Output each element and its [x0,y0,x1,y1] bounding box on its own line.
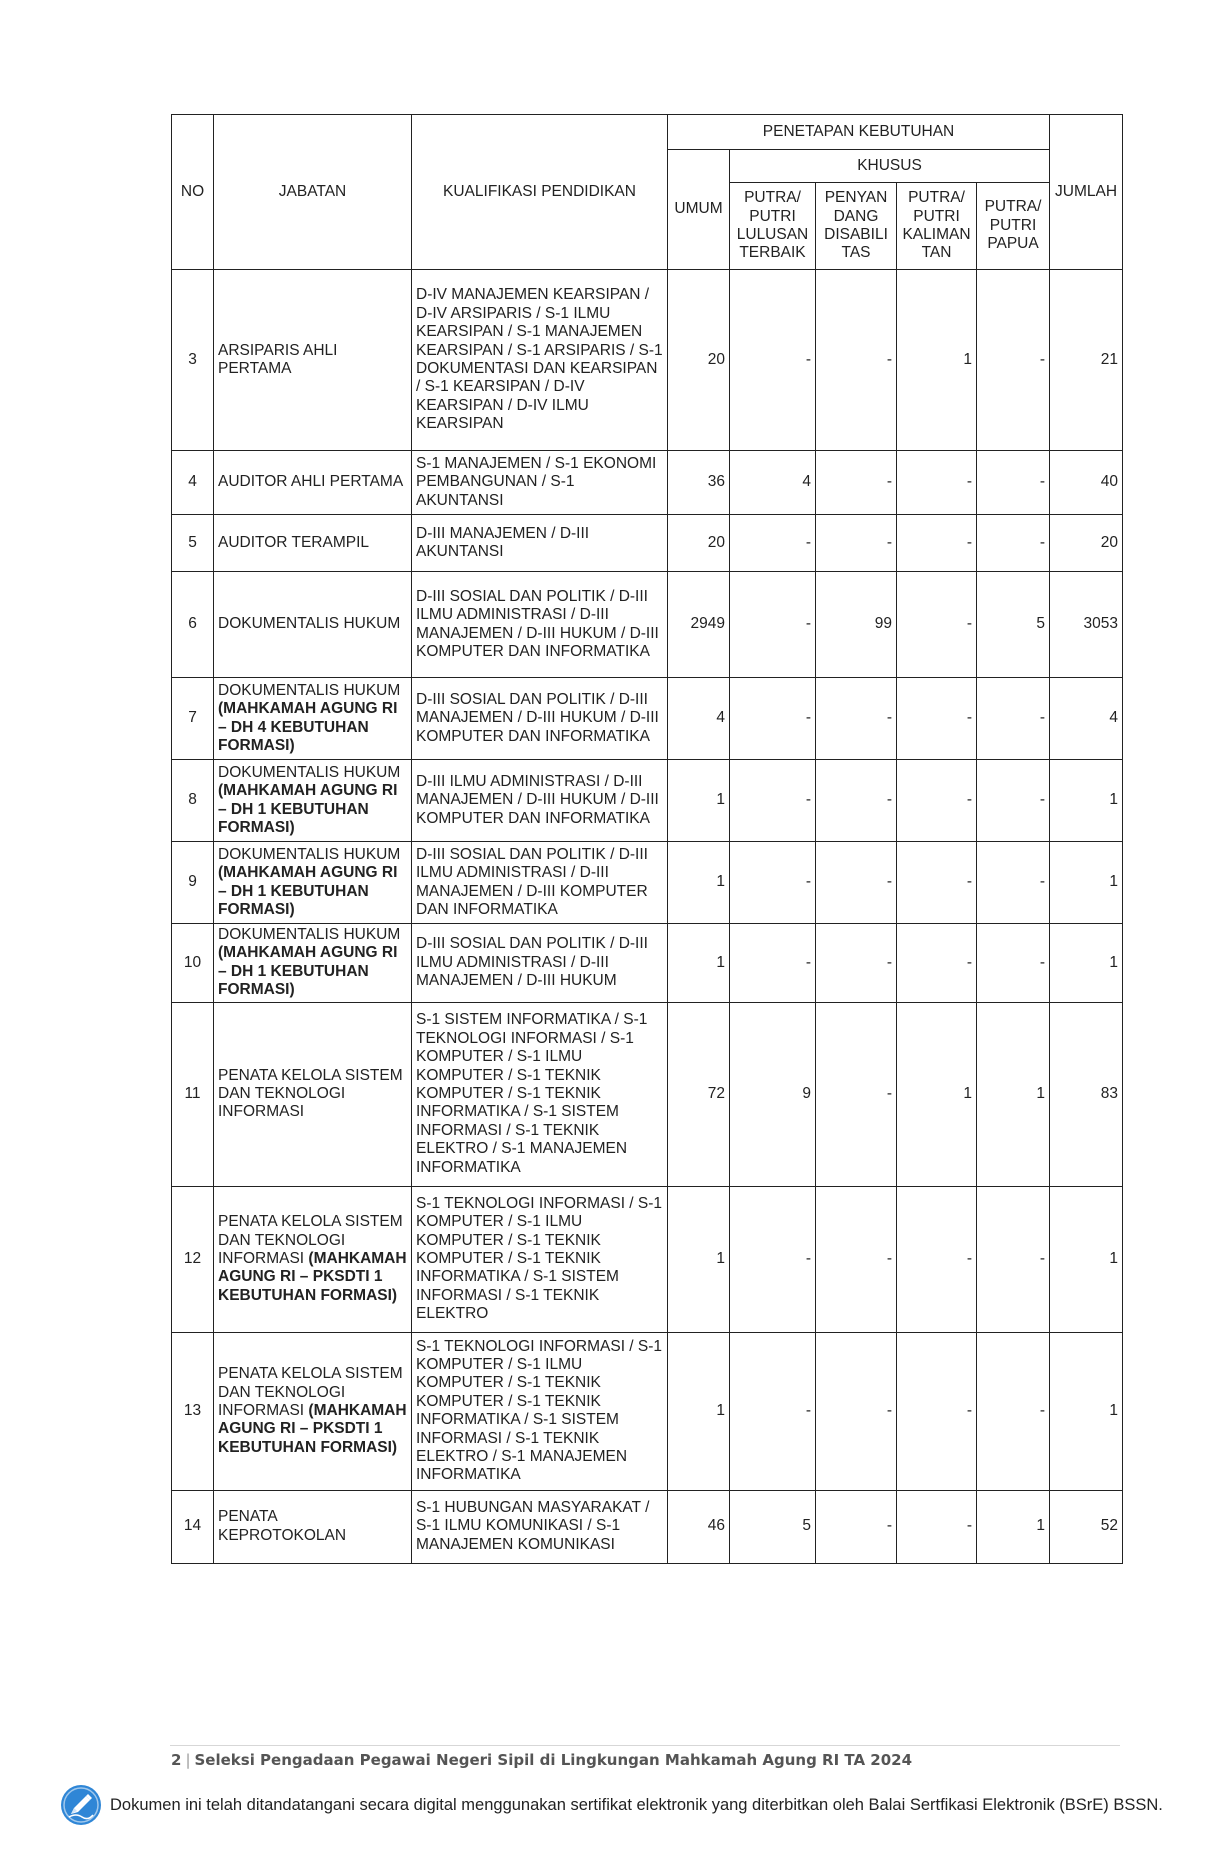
jabatan-text: PENATA KELOLA SISTEM DAN TEKNOLOGI INFORMASI [218,1365,403,1419]
cell-kalimantan: - [897,515,977,572]
cell-kalimantan: - [897,1490,977,1563]
cell-disabilitas: - [816,451,897,515]
jabatan-note: (MAHKAMAH AGUNG RI – PKSDTI 1 KEBUTUHAN FORMASI) [218,1401,407,1456]
cell-jumlah: 1 [1050,1186,1123,1332]
table-row [172,515,1123,572]
jabatan-note: (MAHKAMAH AGUNG RI – DH 1 KEBUTUHAN FORMASI) [218,864,398,918]
jabatan-text: PENATA KEPROTOKOLAN [218,1508,347,1544]
table-row [172,270,1123,451]
cell-umum: 20 [668,270,730,451]
jabatan-text: DOKUMENTALIS HUKUM [218,763,401,781]
cell-disabilitas: - [816,1490,897,1563]
cell-no: 7 [172,678,214,760]
cell-kalimantan: - [897,451,977,515]
cell-papua: - [977,515,1050,572]
cell-lulusan-terbaik: - [730,924,816,1003]
cell-jumlah: 3053 [1050,572,1123,678]
cell-jumlah: 1 [1050,1332,1123,1490]
cell-jabatan [214,1186,412,1332]
cell-jabatan [214,1002,412,1186]
cell-kualifikasi: D-III SOSIAL DAN POLITIK / D-III ILMU ADMINISTRASI / D-III MANAJEMEN / D-III HUKUM / D-III KOMPUTER DAN INFORMATIKA [412,572,668,678]
cell-disabilitas: - [816,270,897,451]
cell-kualifikasi: S-1 TEKNOLOGI INFORMASI / S-1 KOMPUTER / S-1 ILMU KOMPUTER / S-1 TEKNIK KOMPUTER / S-1 TEKNIK INFORMATIKA / S-1 SISTEM INFORMASI / S-1 TEKNIK ELEKTRO / S-1 MANAJEMEN INFORMATIKA [412,1332,668,1490]
jabatan-text: ARSIPARIS AHLI PERTAMA [218,341,338,377]
cell-jabatan [214,451,412,515]
cell-kualifikasi: S-1 TEKNOLOGI INFORMASI / S-1 KOMPUTER / S-1 ILMU KOMPUTER / S-1 TEKNIK KOMPUTER / S-1 TEKNIK INFORMATIKA / S-1 SISTEM INFORMASI / S-1 TEKNIK ELEKTRO [412,1186,668,1332]
header-putra-papua: PUTRA/ PUTRI PAPUA [977,183,1050,270]
cell-kualifikasi: D-III SOSIAL DAN POLITIK / D-III MANAJEMEN / D-III HUKUM / D-III KOMPUTER DAN INFORMATIKA [412,678,668,760]
cell-disabilitas: - [816,678,897,760]
cell-lulusan-terbaik: - [730,842,816,924]
cell-no: 13 [172,1332,214,1490]
table-row [172,1332,1123,1490]
table-body [172,270,1123,1564]
cell-jumlah: 20 [1050,515,1123,572]
jabatan-note: (MAHKAMAH AGUNG RI – DH 1 KEBUTUHAN FORMASI) [218,944,398,999]
cell-umum: 1 [668,760,730,842]
cell-no: 12 [172,1186,214,1332]
table-row [172,678,1123,760]
formasi-table [171,114,1123,1564]
cell-umum: 36 [668,451,730,515]
jabatan-text: AUDITOR TERAMPIL [218,533,370,551]
table-row [172,1002,1123,1186]
cell-disabilitas: - [816,924,897,1003]
digital-signature-note: Dokumen ini telah ditandatangani secara digital menggunakan sertifikat elektronik yang diterbitkan oleh Balai Sertfikasi Elektronik (BSrE) BSSN. [110,1796,1163,1814]
table-row [172,572,1123,678]
cell-umum: 1 [668,1332,730,1490]
cell-disabilitas: - [816,842,897,924]
cell-disabilitas: - [816,1186,897,1332]
cell-kualifikasi: S-1 HUBUNGAN MASYARAKAT / S-1 ILMU KOMUNIKASI / S-1 MANAJEMEN KOMUNIKASI [412,1490,668,1563]
cell-papua: - [977,924,1050,1003]
cell-no: 5 [172,515,214,572]
jabatan-note: (MAHKAMAH AGUNG RI – DH 1 KEBUTUHAN FORMASI) [218,782,398,836]
header-putra-kalimantan: PUTRA/ PUTRI KALIMAN TAN [897,183,977,270]
cell-kualifikasi: D-III MANAJEMEN / D-III AKUNTANSI [412,515,668,572]
header-putra-lulusan: PUTRA/ PUTRI LULUSAN TERBAIK [730,183,816,270]
cell-no: 6 [172,572,214,678]
table-row [172,842,1123,924]
cell-papua: - [977,270,1050,451]
cell-lulusan-terbaik: - [730,572,816,678]
cell-kualifikasi: D-III SOSIAL DAN POLITIK / D-III ILMU ADMINISTRASI / D-III MANAJEMEN / D-III HUKUM [412,924,668,1003]
cell-jumlah: 52 [1050,1490,1123,1563]
page-number: 2 [171,1751,182,1769]
cell-kualifikasi: D-III ILMU ADMINISTRASI / D-III MANAJEMEN / D-III HUKUM / D-III KOMPUTER DAN INFORMATIKA [412,760,668,842]
footer-separator: | [185,1751,191,1769]
cell-disabilitas: 99 [816,572,897,678]
cell-papua: - [977,678,1050,760]
table-header [172,115,1123,270]
cell-jabatan [214,1332,412,1490]
jabatan-text: PENATA KELOLA SISTEM DAN TEKNOLOGI INFORMASI [218,1213,403,1267]
cell-kalimantan: - [897,1186,977,1332]
cell-lulusan-terbaik: - [730,515,816,572]
table-row [172,1490,1123,1563]
jabatan-text: DOKUMENTALIS HUKUM [218,615,401,633]
cell-jumlah: 1 [1050,842,1123,924]
cell-kualifikasi: D-III SOSIAL DAN POLITIK / D-III ILMU ADMINISTRASI / D-III MANAJEMEN / D-III KOMPUTER DAN INFORMATIKA [412,842,668,924]
cell-kualifikasi: S-1 SISTEM INFORMATIKA / S-1 TEKNOLOGI INFORMASI / S-1 KOMPUTER / S-1 ILMU KOMPUTER / S-1 TEKNIK KOMPUTER / S-1 TEKNIK INFORMATIKA / S-1 SISTEM INFORMASI / S-1 TEKNIK ELEKTRO / S-1 MANAJEMEN INFORMATIKA [412,1002,668,1186]
cell-jabatan [214,515,412,572]
bsre-pen-icon [60,1784,102,1826]
cell-umum: 20 [668,515,730,572]
cell-papua: - [977,1186,1050,1332]
cell-umum: 2949 [668,572,730,678]
cell-lulusan-terbaik: - [730,1186,816,1332]
cell-jabatan [214,572,412,678]
cell-lulusan-terbaik: - [730,270,816,451]
cell-umum: 72 [668,1002,730,1186]
cell-papua: - [977,842,1050,924]
cell-papua: 1 [977,1002,1050,1186]
cell-kalimantan: - [897,1332,977,1490]
header-umum: UMUM [668,150,730,270]
header-kualifikasi: KUALIFIKASI PENDIDIKAN [412,115,668,270]
cell-no: 4 [172,451,214,515]
cell-kalimantan: - [897,842,977,924]
jabatan-text: DOKUMENTALIS HUKUM [218,681,401,699]
cell-lulusan-terbaik: - [730,1332,816,1490]
cell-no: 3 [172,270,214,451]
cell-jumlah: 40 [1050,451,1123,515]
table-row [172,1186,1123,1332]
header-khusus: KHUSUS [730,150,1050,183]
cell-jabatan [214,760,412,842]
cell-jabatan [214,842,412,924]
cell-papua: - [977,1332,1050,1490]
cell-lulusan-terbaik: 4 [730,451,816,515]
cell-disabilitas: - [816,515,897,572]
footer-divider [170,1745,1120,1746]
cell-jumlah: 21 [1050,270,1123,451]
cell-jumlah: 1 [1050,760,1123,842]
cell-papua: 5 [977,572,1050,678]
header-jabatan: JABATAN [214,115,412,270]
header-no: NO [172,115,214,270]
cell-kalimantan: - [897,924,977,1003]
header-penetapan: PENETAPAN KEBUTUHAN [668,115,1050,150]
cell-kalimantan: - [897,572,977,678]
cell-papua: - [977,451,1050,515]
cell-jabatan [214,924,412,1003]
jabatan-text: AUDITOR AHLI PERTAMA [218,473,404,491]
cell-kalimantan: - [897,678,977,760]
cell-jabatan [214,270,412,451]
cell-umum: 4 [668,678,730,760]
table-row [172,924,1123,1003]
cell-umum: 1 [668,842,730,924]
cell-no: 14 [172,1490,214,1563]
cell-jumlah: 4 [1050,678,1123,760]
cell-jumlah: 83 [1050,1002,1123,1186]
header-penyandang: PENYAN DANG DISABILI TAS [816,183,897,270]
cell-papua: 1 [977,1490,1050,1563]
cell-lulusan-terbaik: - [730,760,816,842]
page-footer [171,1751,912,1769]
cell-no: 11 [172,1002,214,1186]
cell-lulusan-terbaik: 9 [730,1002,816,1186]
cell-umum: 1 [668,1186,730,1332]
cell-kualifikasi: S-1 MANAJEMEN / S-1 EKONOMI PEMBANGUNAN / S-1 AKUNTANSI [412,451,668,515]
cell-lulusan-terbaik: 5 [730,1490,816,1563]
cell-umum: 1 [668,924,730,1003]
cell-jabatan [214,678,412,760]
table-row [172,760,1123,842]
cell-jabatan [214,1490,412,1563]
cell-disabilitas: - [816,1332,897,1490]
jabatan-text: DOKUMENTALIS HUKUM [218,845,401,863]
cell-kalimantan: 1 [897,270,977,451]
cell-jumlah: 1 [1050,924,1123,1003]
header-jumlah: JUMLAH [1050,115,1123,270]
cell-disabilitas: - [816,760,897,842]
jabatan-text: PENATA KELOLA SISTEM DAN TEKNOLOGI INFORMASI [218,1066,403,1121]
jabatan-text: DOKUMENTALIS HUKUM [218,926,401,943]
cell-kalimantan: - [897,760,977,842]
table-row [172,451,1123,515]
cell-umum: 46 [668,1490,730,1563]
cell-no: 9 [172,842,214,924]
cell-no: 10 [172,924,214,1003]
footer-title: Seleksi Pengadaan Pegawai Negeri Sipil di Lingkungan Mahkamah Agung RI TA 2024 [194,1751,913,1769]
jabatan-note: (MAHKAMAH AGUNG RI – PKSDTI 1 KEBUTUHAN FORMASI) [218,1249,407,1304]
cell-kualifikasi: D-IV MANAJEMEN KEARSIPAN / D-IV ARSIPARIS / S-1 ILMU KEARSIPAN / S-1 MANAJEMEN KEARSIPAN / S-1 ARSIPARIS / S-1 DOKUMENTASI DAN KEARSIPAN / S-1 KEARSIPAN / D-IV KEARSIPAN / D-IV ILMU KEARSIPAN [412,270,668,451]
cell-disabilitas: - [816,1002,897,1186]
cell-papua: - [977,760,1050,842]
cell-no: 8 [172,760,214,842]
jabatan-note: (MAHKAMAH AGUNG RI – DH 4 KEBUTUHAN FORMASI) [218,700,398,754]
cell-kalimantan: 1 [897,1002,977,1186]
cell-lulusan-terbaik: - [730,678,816,760]
